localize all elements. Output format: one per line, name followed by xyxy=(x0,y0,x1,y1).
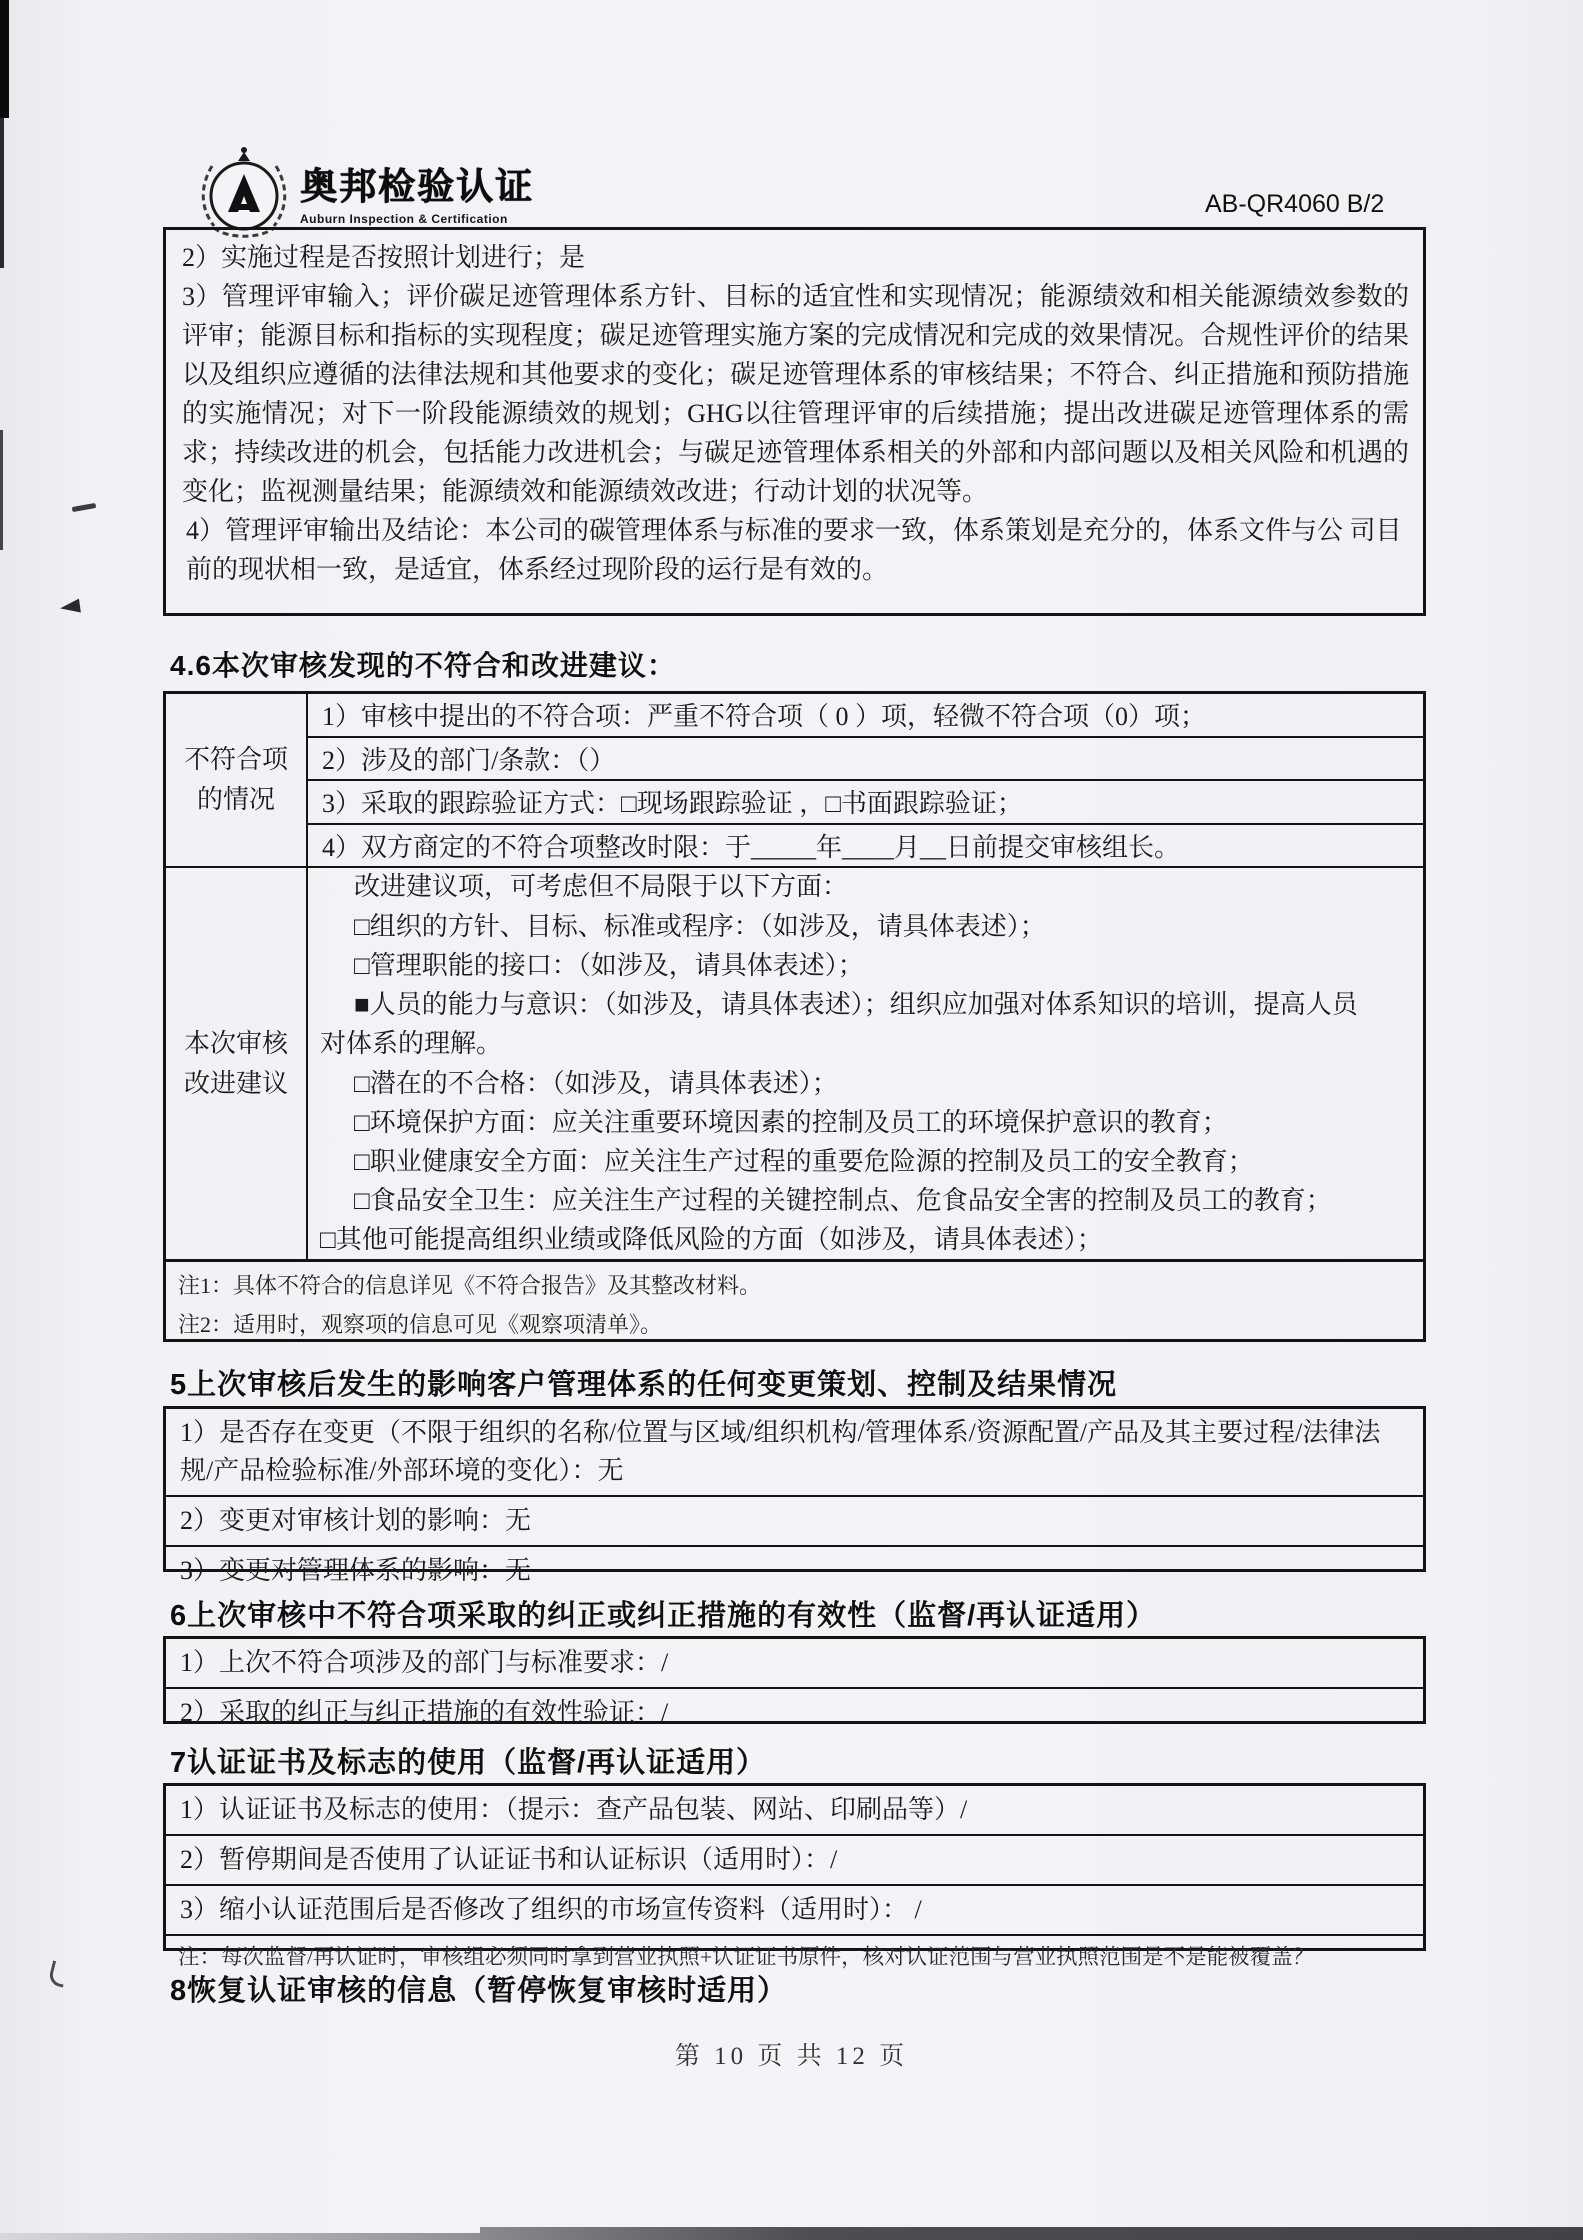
improvement-option-ohs: □职业健康安全方面：应关注生产过程的重要危险源的控制及员工的安全教育； xyxy=(354,1146,1254,1176)
section-6-title: 6上次审核中不符合项采取的纠正或纠正措施的有效性（监督/再认证适用） xyxy=(170,1600,1157,1632)
label-line: 不符合项 xyxy=(183,745,288,774)
improvement-suggestion-label xyxy=(166,868,308,1259)
nc-row-departments: 2）涉及的部门/条款：（） xyxy=(308,736,1423,780)
certificate-note: 注：每次监督/再认证时，审核组必须同时拿到营业执照+认证证书原件，核对认证范围与营业执照范围是不是能被覆盖？ xyxy=(166,1934,1423,1978)
nc-row-raised-items: 1）审核中提出的不符合项：严重不符合项（ 0 ）项，轻微不符合项（0）项； xyxy=(322,702,1207,732)
improvement-option-environment: □环境保护方面：应关注重要环境因素的控制及员工的环境保护意识的教育； xyxy=(354,1107,1228,1137)
pen-mark xyxy=(59,599,81,616)
nonconformity-status-label xyxy=(166,694,308,866)
certificate-row-scope-reduction: 3）缩小认证范围后是否修改了组织的市场宣传资料（适用时）： / xyxy=(166,1884,1423,1934)
scan-edge-mark xyxy=(0,118,4,268)
section-4-6-title: 4.6本次审核发现的不符合和改进建议： xyxy=(170,650,676,681)
scan-bottom-band xyxy=(480,2227,1583,2240)
label-line: 本次审核 xyxy=(183,1028,288,1058)
improvement-option-policy: □组织的方针、目标、标准或程序：（如涉及，请具体表述）； xyxy=(354,911,1046,941)
change-row-system-impact: 3）变更对管理体系的影响：无 xyxy=(166,1545,1423,1595)
logo-company-name-en: Auburn Inspection & Certification xyxy=(300,212,508,226)
change-row-audit-plan-impact: 2）变更对审核计划的影响：无 xyxy=(166,1495,1423,1545)
improvement-option-other: □其他可能提高组织业绩或降低风险的方面（如涉及，请具体表述）； xyxy=(320,1225,1103,1255)
improvement-option-interface: □管理职能的接口：（如涉及，请具体表述）； xyxy=(354,950,864,980)
section-7-title: 7认证证书及标志的使用（监督/再认证适用） xyxy=(170,1747,767,1779)
label-line: 改进建议 xyxy=(183,1068,288,1098)
note-2: 注2：适用时，观察项的信息可见《观察项清单》。 xyxy=(178,1312,663,1337)
corrective-row-departments: 1）上次不符合项涉及的部门与标准要求：/ xyxy=(180,1648,669,1677)
improvement-option-potential-nc: □潜在的不合格：（如涉及，请具体表述）； xyxy=(354,1068,838,1098)
improvement-option-competence-wrap: 对体系的理解。 xyxy=(320,1029,503,1059)
document-code: AB-QR4060 B/2 xyxy=(1205,190,1385,218)
pen-mark xyxy=(72,503,97,512)
label-line: 的情况 xyxy=(196,785,275,814)
scan-edge-mark xyxy=(0,430,3,550)
review-paragraph-outputs: 4）管理评审输出及结论：本公司的碳管理体系与标准的要求一致，体系策划是充分的，体系文件与公 司目前的现状相一致，是适宜，体系经过现阶段的运行是有效的。 xyxy=(186,516,1402,584)
improvement-option-food-safety: □食品安全卫生：应关注生产过程的关键控制点、危食品安全害的控制及员工的教育； xyxy=(354,1186,1332,1216)
management-review-box xyxy=(163,227,1426,616)
change-row-existence: 1）是否存在变更（不限于组织的名称/位置与区域/组织机构/管理体系/资源配置/产品及其主要过程/法律法规/产品检验标准/外部环境的变化）：无 xyxy=(180,1418,1381,1485)
certificate-row-suspension: 2）暂停期间是否使用了认证证书和认证标识（适用时）：/ xyxy=(166,1834,1423,1884)
pen-mark xyxy=(47,1960,68,1987)
nonconformity-table xyxy=(163,691,1426,1342)
scan-bottom-band xyxy=(0,2233,480,2240)
corrective-row-verification: 2）采取的纠正与纠正措施的有效性验证：/ xyxy=(166,1687,1423,1737)
review-paragraph-inputs: 3）管理评审输入；评价碳足迹管理体系方针、目标的适宜性和实现情况；能源绩效和相关能源绩效参数的评审；能源目标和指标的实现程度；碳足迹管理实施方案的完成情况和完成的效果情况。合规性评价的结果以及组织应遵循的法律法规和其他要求的变化；碳足迹管理体系的审核结果；不符合、纠正措施和预防措施的实施情况；对下一阶段能源绩效的规划；GHG以往管理评审的后续措施；提出改进碳足迹管理体系的需求；持续改进的机会，包括能力改进机会；与碳足迹管理体系相关的外部和内部问题以及相关风险和机遇的变化；监视测量结果；能源绩效和能源绩效改进；行动计划的状况等。 xyxy=(182,282,1409,506)
note-1: 注1：具体不符合的信息详见《不符合报告》及其整改材料。 xyxy=(178,1273,762,1298)
logo-company-name: 奥邦检验认证 xyxy=(300,166,534,207)
improvement-option-competence-checked: ■人员的能力与意识：（如涉及，请具体表述）；组织应加强对体系知识的培训，提高人员 xyxy=(354,990,1358,1020)
section-5-title: 5上次审核后发生的影响客户管理体系的任何变更策划、控制及结果情况 xyxy=(170,1369,1118,1401)
nc-row-correction-deadline: 4）双方商定的不符合项整改时限：于_____年____月__日前提交审核组长。 xyxy=(308,823,1423,867)
certificate-use-table xyxy=(163,1783,1426,1969)
scan-edge-mark xyxy=(0,0,9,118)
corrective-action-table xyxy=(163,1636,1426,1727)
nc-row-followup-method: 3）采取的跟踪验证方式：□现场跟踪验证 ，□书面跟踪验证； xyxy=(308,779,1423,823)
page-number: 第 10 页 共 12 页 xyxy=(674,2043,909,2070)
changes-table xyxy=(163,1406,1426,1585)
review-line-implementation: 2）实施过程是否按照计划进行；是 xyxy=(182,243,586,272)
section-8-title: 8恢复认证审核的信息（暂停恢复审核时适用） xyxy=(170,1975,788,2007)
improvement-intro: 改进建议项，可考虑但不局限于以下方面： xyxy=(354,872,849,902)
nonconformity-notes xyxy=(166,1259,1423,1346)
certificate-row-usage: 1）认证证书及标志的使用：（提示：查产品包装、网站、印刷品等）/ xyxy=(180,1795,968,1824)
